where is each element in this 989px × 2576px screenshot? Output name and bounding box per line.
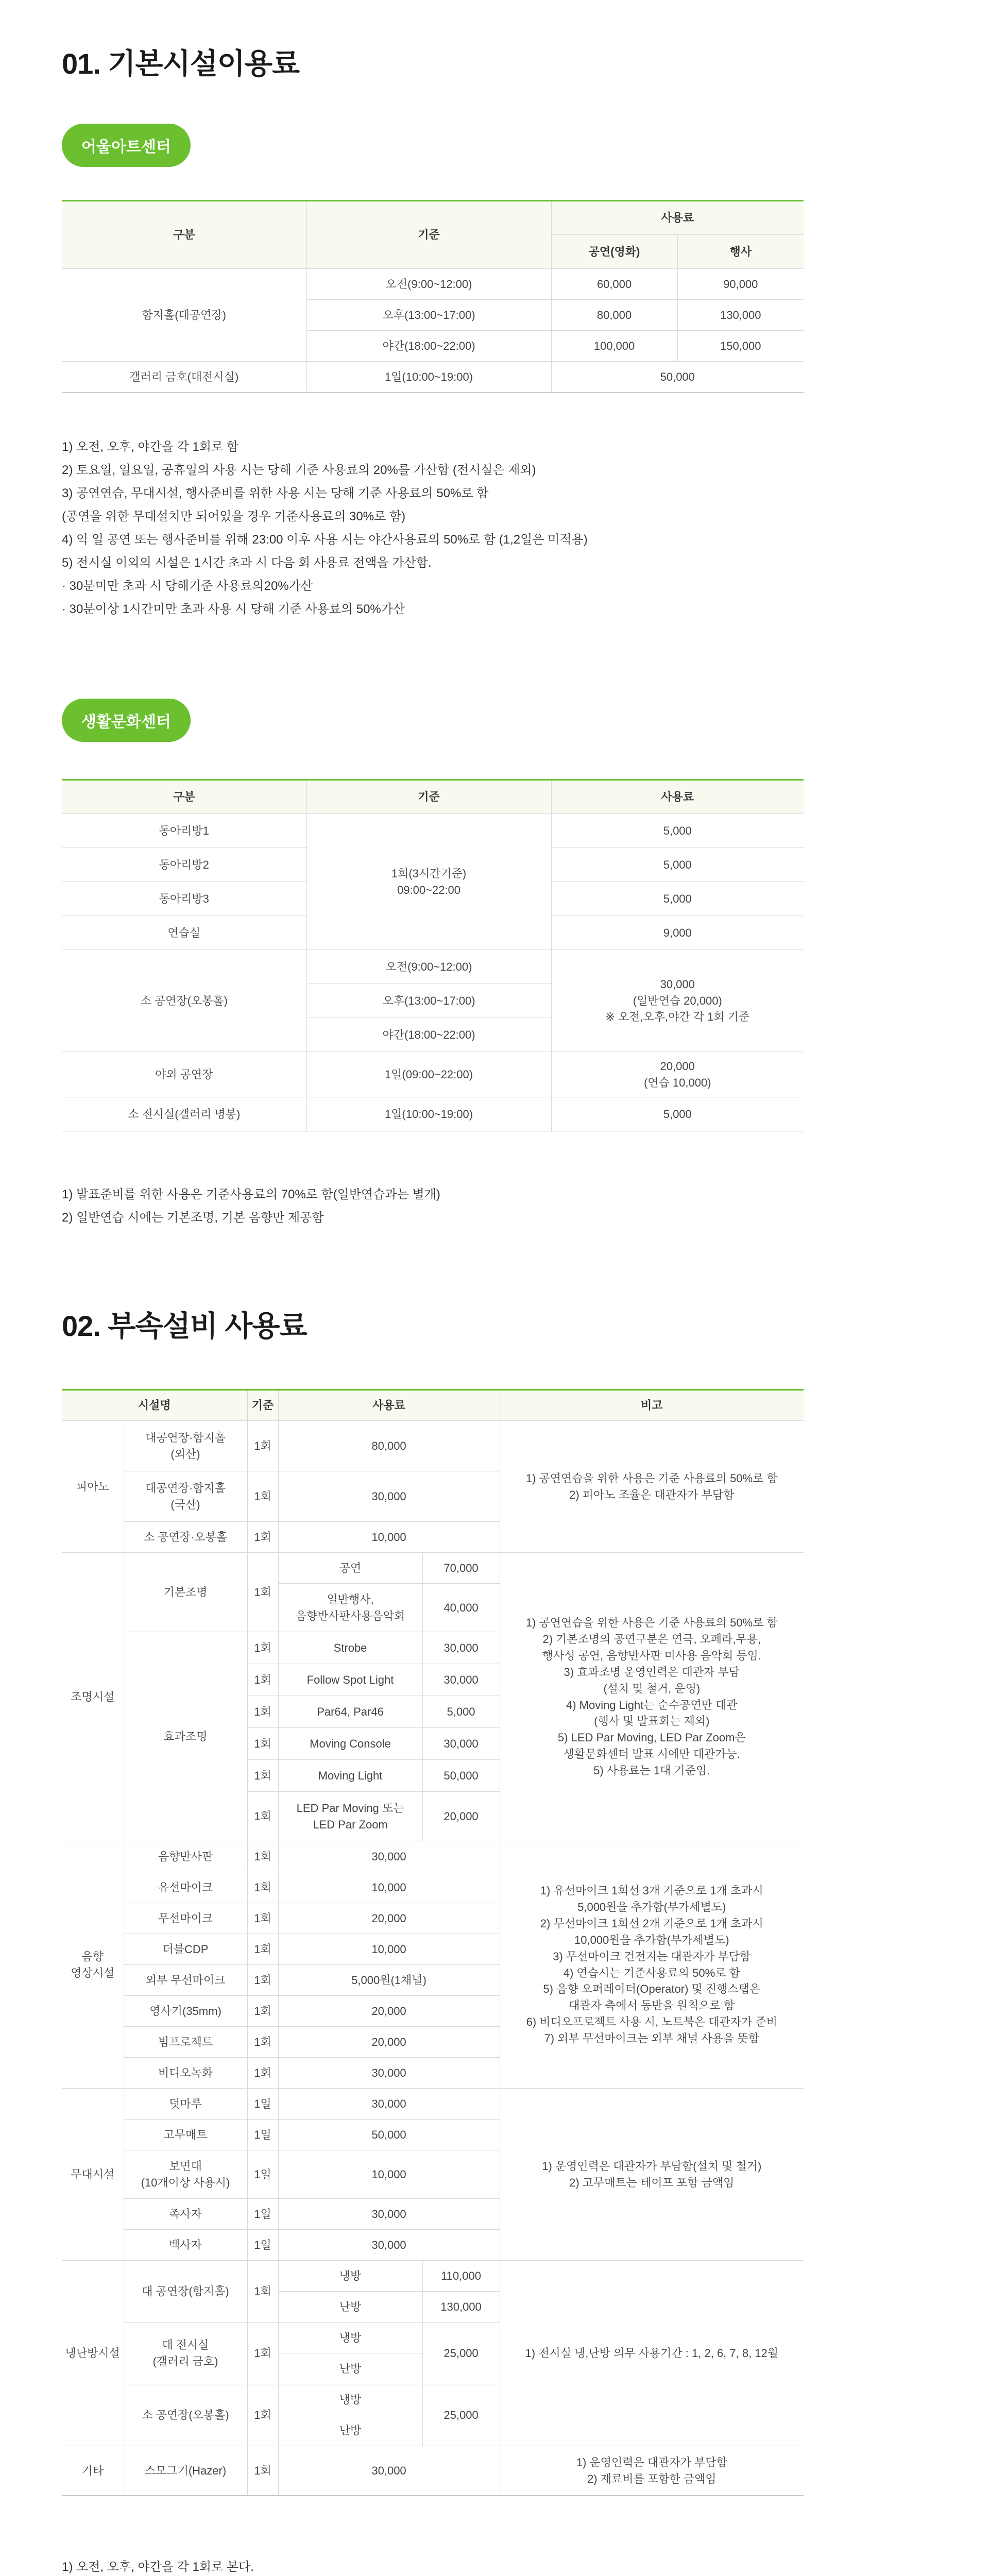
table-cell: 1회 <box>247 1934 278 1965</box>
table-cell: 1회 <box>247 2027 278 2058</box>
table-cell: 소 공연장(오봉홀) <box>62 950 306 1052</box>
table-cell: 빔프로젝트 <box>124 2027 247 2058</box>
table-cell: 1일(10:00~19:00) <box>306 1097 551 1131</box>
table-cell: 1회 <box>247 1841 278 1872</box>
col-header-standard: 기준 <box>247 1390 278 1421</box>
table-cell: 20,000 <box>278 1996 500 2027</box>
table-cell: 1회 <box>247 2261 278 2323</box>
col-header-fee: 사용료 <box>551 780 804 814</box>
life-culture-fee-table <box>62 779 804 1131</box>
table-cell: 1회 <box>247 2058 278 2089</box>
table-cell: 130,000 <box>422 2292 500 2323</box>
table-cell: 동아리방2 <box>62 848 306 882</box>
table-cell: 1회 <box>247 1664 278 1696</box>
table-cell: 1일 <box>247 2120 278 2150</box>
table-cell: 외부 무선마이크 <box>124 1965 247 1996</box>
table-cell: 1회 <box>247 1996 278 2027</box>
table-cell: Strobe <box>278 1632 422 1664</box>
table-cell: 25,000 <box>422 2323 500 2384</box>
table-cell: 영사기(35mm) <box>124 1996 247 2027</box>
remark-cell: 1) 운영인력은 대관자가 부담함(설치 및 철거) 2) 고무매트는 테이프 포함 금액임 <box>500 2089 804 2261</box>
table-cell: 100,000 <box>551 331 677 362</box>
table-cell: 1회 <box>247 1965 278 1996</box>
table-cell: 30,000 <box>278 1471 500 1522</box>
table-cell: 야외 공연장 <box>62 1052 306 1097</box>
tab-eoul-art-center: 어울아트센터 <box>62 124 191 167</box>
table-cell: 60,000 <box>551 269 677 300</box>
table-cell: 10,000 <box>278 1522 500 1553</box>
table-cell: 80,000 <box>551 300 677 331</box>
table-cell: 대 공연장(함지홀) <box>124 2261 247 2323</box>
section-title-basic-fee: 01. 기본시설이용료 <box>62 47 300 80</box>
table-cell: 덧마루 <box>124 2089 247 2120</box>
note-line: 5) 전시실 이외의 시설은 1시간 초과 시 다음 회 사용료 전액을 가산함. <box>62 556 432 570</box>
table-cell: 70,000 <box>422 1553 500 1584</box>
table-cell: 30,000 <box>278 2230 500 2261</box>
table-cell: 30,000 <box>278 1841 500 1872</box>
section-title-equipment-fee: 02. 부속설비 사용료 <box>62 1310 307 1342</box>
table-cell: 1회 <box>247 2323 278 2384</box>
table-cell: 무선마이크 <box>124 1903 247 1934</box>
table-cell: 함지홀(대공연장) <box>62 269 306 362</box>
category-sound-video: 음향 영상시설 <box>62 1841 124 2089</box>
table-cell: 비디오녹화 <box>124 2058 247 2089</box>
table-cell: 보면대 (10개이상 사용시) <box>124 2150 247 2199</box>
table-cell: 50,000 <box>551 362 804 393</box>
remark-cell: 1) 공연연습을 위한 사용은 기준 사용료의 50%로 함 2) 피아노 조율은 대관자가 부담함 <box>500 1421 804 1553</box>
table-cell: 오전(9:00~12:00) <box>306 269 551 300</box>
table-cell: 1회 <box>247 1872 278 1903</box>
col-header-fee: 사용료 <box>551 201 804 235</box>
table-cell: 9,000 <box>551 916 804 950</box>
table-cell: 1일 <box>247 2199 278 2230</box>
table-cell: 1회 <box>247 1421 278 1471</box>
note-line: 1) 오전, 오후, 야간을 각 1회로 함 <box>62 440 239 454</box>
table-cell: 1회(3시간기준) 09:00~22:00 <box>306 814 551 950</box>
table-cell: 30,000 <box>278 2058 500 2089</box>
table-cell: 소 전시실(갤러리 명봉) <box>62 1097 306 1131</box>
table-cell: 10,000 <box>278 1934 500 1965</box>
note-line: (공연을 위한 무대설치만 되어있을 경우 기준사용료의 30%로 함) <box>62 510 406 523</box>
col-header-fee: 사용료 <box>278 1390 500 1421</box>
table-cell: 1회 <box>247 1728 278 1760</box>
col-header-event: 행사 <box>677 235 804 269</box>
table-cell: 20,000 <box>422 1792 500 1841</box>
table-cell: 50,000 <box>422 1760 500 1792</box>
table-cell: 야간(18:00~22:00) <box>306 1018 551 1052</box>
col-header-standard: 기준 <box>306 201 551 269</box>
table-cell: 25,000 <box>422 2384 500 2446</box>
table-cell: LED Par Moving 또는 LED Par Zoom <box>278 1792 422 1841</box>
note-line: 2) 토요일, 일요일, 공휴일의 사용 시는 당해 기준 사용료의 20%를 가산함 (전시실은 제외) <box>62 463 536 477</box>
table-cell: 40,000 <box>422 1584 500 1632</box>
table-cell: 대공연장·함지홀 (외산) <box>124 1421 247 1471</box>
table-cell: Par64, Par46 <box>278 1696 422 1728</box>
table-cell: 더블CDP <box>124 1934 247 1965</box>
col-header-remarks: 비고 <box>500 1390 804 1421</box>
table-cell: 오전(9:00~12:00) <box>306 950 551 984</box>
table-cell: 난방 <box>278 2353 422 2384</box>
table-cell: 동아리방3 <box>62 882 306 916</box>
table-cell: 기본조명 <box>124 1553 247 1632</box>
table-cell: 연습실 <box>62 916 306 950</box>
table-cell: 음향반사판 <box>124 1841 247 1872</box>
life-culture-notes <box>62 1183 804 1229</box>
table-cell: 고무매트 <box>124 2120 247 2150</box>
table-cell: Moving Light <box>278 1760 422 1792</box>
table-cell: 소 공연장·오봉홀 <box>124 1522 247 1553</box>
remark-cell: 1) 전시실 냉,난방 의무 사용기간 : 1, 2, 6, 7, 8, 12월 <box>500 2261 804 2446</box>
table-cell: 동아리방1 <box>62 814 306 848</box>
table-cell: 30,000 (일반연습 20,000) ※ 오전,오후,야간 각 1회 기준 <box>551 950 804 1052</box>
note-line: 4) 익 일 공연 또는 행사준비를 위해 23:00 이후 사용 시는 야간사용료의 50%로 함 (1,2일은 미적용) <box>62 533 588 547</box>
table-cell: 갤러리 금호(대전시실) <box>62 362 306 393</box>
table-cell: 대 전시실 (갤러리 금호) <box>124 2323 247 2384</box>
note-line: 2) 일반연습 시에는 기본조명, 기본 음향만 제공함 <box>62 1211 324 1225</box>
category-stage: 무대시설 <box>62 2089 124 2261</box>
table-cell: 1회 <box>247 1522 278 1553</box>
table-cell: 1일 <box>247 2089 278 2120</box>
table-cell: 5,000 <box>551 848 804 882</box>
table-cell: Moving Console <box>278 1728 422 1760</box>
table-cell: 30,000 <box>422 1632 500 1664</box>
category-piano: 피아노 <box>62 1421 124 1553</box>
table-cell: 130,000 <box>677 300 804 331</box>
category-hvac: 냉난방시설 <box>62 2261 124 2446</box>
table-cell: 1회 <box>247 1471 278 1522</box>
table-cell: Follow Spot Light <box>278 1664 422 1696</box>
remark-cell: 1) 운영인력은 대관자가 부담함 2) 재료비를 포함한 금액임 <box>500 2446 804 2496</box>
table-cell: 스모그기(Hazer) <box>124 2446 247 2496</box>
table-cell: 5,000 <box>551 882 804 916</box>
table-cell: 공연 <box>278 1553 422 1584</box>
note-line: 3) 공연연습, 무대시설, 행사준비를 위한 사용 시는 당해 기준 사용료의 50%로 함 <box>62 486 489 500</box>
table-cell: 5,000 <box>422 1696 500 1728</box>
table-cell: 오후(13:00~17:00) <box>306 300 551 331</box>
col-header-performance: 공연(영화) <box>551 235 677 269</box>
table-cell: 110,000 <box>422 2261 500 2292</box>
table-cell: 30,000 <box>422 1664 500 1696</box>
table-cell: 30,000 <box>422 1728 500 1760</box>
table-cell: 냉방 <box>278 2384 422 2415</box>
table-cell: 소 공연장(오봉홀) <box>124 2384 247 2446</box>
table-cell: 1일 <box>247 2230 278 2261</box>
table-cell: 난방 <box>278 2415 422 2446</box>
table-cell: 냉방 <box>278 2261 422 2292</box>
remark-cell: 1) 공연연습을 위한 사용은 기준 사용료의 50%로 함 2) 기본조명의 공연구분은 연극, 오페라,무용, 행사성 공연, 음향반사판 미사용 음악회 등임. 3) 효과조명 운영인력은 대관자 부담 (설치 및 철거, 운영) 4) Moving Light는 순수공연만 대관 (행사 및 발표회는 제외) 5) LED Par Moving, LED Par Zoom은 생활문화센터 발표 시에만 대관가능. 5) 사용료는 1대 기준임. <box>500 1553 804 1841</box>
equipment-notes <box>62 2555 804 2576</box>
table-cell: 1회 <box>247 2446 278 2496</box>
table-cell: 1회 <box>247 1792 278 1841</box>
table-cell: 10,000 <box>278 2150 500 2199</box>
table-cell: 1일(09:00~22:00) <box>306 1052 551 1097</box>
table-cell: 80,000 <box>278 1421 500 1471</box>
eoul-notes <box>62 435 804 621</box>
table-cell: 족사자 <box>124 2199 247 2230</box>
table-cell: 일반행사, 음향반사판사용음악회 <box>278 1584 422 1632</box>
table-cell: 효과조명 <box>124 1632 247 1841</box>
col-header-standard: 기준 <box>306 780 551 814</box>
table-cell: 대공연장·함지홀 (국산) <box>124 1471 247 1522</box>
table-cell: 백사자 <box>124 2230 247 2261</box>
table-cell: 1회 <box>247 2384 278 2446</box>
table-cell: 1회 <box>247 1632 278 1664</box>
table-cell: 1일(10:00~19:00) <box>306 362 551 393</box>
col-header-category: 구분 <box>62 201 306 269</box>
table-cell: 30,000 <box>278 2199 500 2230</box>
table-cell: 30,000 <box>278 2446 500 2496</box>
note-line: 1) 발표준비를 위한 사용은 기준사용료의 70%로 함(일반연습과는 별개) <box>62 1188 440 1201</box>
note-line: 1) 오전, 오후, 야간을 각 1회로 본다. <box>62 2560 254 2574</box>
table-cell: 1회 <box>247 1553 278 1632</box>
table-cell: 1회 <box>247 1903 278 1934</box>
table-cell: 난방 <box>278 2292 422 2323</box>
category-lighting: 조명시설 <box>62 1553 124 1841</box>
col-header-facility: 시설명 <box>62 1390 247 1421</box>
note-line: · 30분이상 1시간미만 초과 사용 시 당해 기준 사용료의 50%가산 <box>62 602 405 616</box>
table-cell: 유선마이크 <box>124 1872 247 1903</box>
table-cell: 150,000 <box>677 331 804 362</box>
table-cell: 5,000 <box>551 814 804 848</box>
table-cell: 90,000 <box>677 269 804 300</box>
col-header-category: 구분 <box>62 780 306 814</box>
table-cell: 5,000 <box>551 1097 804 1131</box>
table-cell: 냉방 <box>278 2323 422 2353</box>
table-cell: 20,000 (연습 10,000) <box>551 1052 804 1097</box>
table-cell: 오후(13:00~17:00) <box>306 984 551 1018</box>
remark-cell: 1) 유선마이크 1회선 3개 기준으로 1개 초과시 5,000원을 추가함(부가세별도) 2) 무선마이크 1회선 2개 기준으로 1개 초과시 10,000원을 추가함(부가세별도) 3) 무선마이크 건전지는 대관자가 부담함 4) 연습시는 기준사용료의 50%로 함 5) 음향 오퍼레이터(Operator) 및 진행스탭은 대관자 측에서 동반을 원칙으로 함 6) 비디오프로젝트 사용 시, 노트북은 대관자가 준비 7) 외부 무선마이크는 외부 채널 사용을 뜻함 <box>500 1841 804 2089</box>
table-cell: 5,000원(1채널) <box>278 1965 500 1996</box>
table-cell: 50,000 <box>278 2120 500 2150</box>
table-cell: 1일 <box>247 2150 278 2199</box>
category-etc: 기타 <box>62 2446 124 2496</box>
eoul-fee-table <box>62 200 804 393</box>
table-cell: 30,000 <box>278 2089 500 2120</box>
table-cell: 20,000 <box>278 1903 500 1934</box>
tab-life-culture-center: 생활문화센터 <box>62 699 191 742</box>
equipment-fee-table <box>62 1389 804 2496</box>
table-cell: 1회 <box>247 1696 278 1728</box>
note-line: · 30분미만 초과 시 당해기준 사용료의20%가산 <box>62 579 313 593</box>
table-cell: 야간(18:00~22:00) <box>306 331 551 362</box>
table-cell: 10,000 <box>278 1872 500 1903</box>
table-cell: 1회 <box>247 1760 278 1792</box>
table-cell: 20,000 <box>278 2027 500 2058</box>
